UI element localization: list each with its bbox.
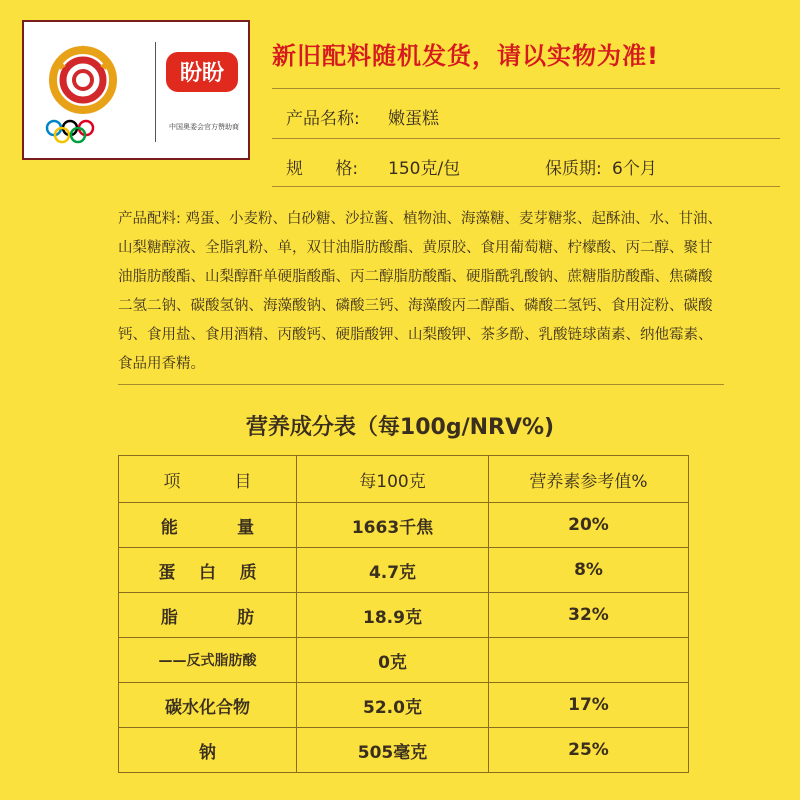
logo-panel <box>22 20 250 160</box>
divider <box>272 138 780 139</box>
sponsor-caption: 中国奥委会官方赞助商 <box>169 123 239 131</box>
ingredients-text: 产品配料: 鸡蛋、小麦粉、白砂糖、沙拉酱、植物油、海藻糖、麦芽糖浆、起酥油、水、甘油、山梨糖醇液、全脂乳粉、单，双甘油脂肪酸酯、黄原胶、食用葡萄糖、柠檬酸、丙二醇、聚甘油脂肪酸酯、山梨醇酐单硬脂酸酯、丙二醇脂肪酸酯、硬脂酰乳酸钠、蔗糖脂肪酸酯、焦磷酸二氢二钠、碳酸氢钠、海藻酸钠、磷酸三钙、海藻酸丙二醇酯、磷酸二氢钙、食用淀粉、碳酸钙、食用盐、食用酒精、丙酸钙、硬脂酸钾、山梨酸钾、茶多酚、乳酸链球菌素、纳他霉素、食品用香精。 <box>118 211 722 372</box>
divider <box>272 88 780 89</box>
column-header: 项 目 <box>119 456 297 503</box>
table-row <box>119 638 689 683</box>
per-100g-value: 505毫克 <box>297 728 489 773</box>
nutrient-name: 能 量 <box>119 503 297 548</box>
product-name-value: 嫩蛋糕 <box>388 109 439 129</box>
product-name-label: 产品名称: <box>286 109 360 129</box>
spec-value: 150克/包 <box>388 159 461 179</box>
nrv-value: 25% <box>489 728 689 773</box>
table-row <box>119 683 689 728</box>
divider <box>272 186 780 187</box>
olympic-committee-emblem-icon <box>38 40 138 150</box>
nrv-value: 8% <box>489 548 689 593</box>
nutrition-table <box>118 455 689 773</box>
per-100g-value: 52.0克 <box>297 683 489 728</box>
shipping-notice: 新旧配料随机发货，请以实物为准! <box>272 42 659 70</box>
nrv-value: 32% <box>489 593 689 638</box>
table-row <box>119 728 689 773</box>
per-100g-value: 18.9克 <box>297 593 489 638</box>
svg-text:盼盼: 盼盼 <box>179 61 225 86</box>
divider <box>118 384 724 385</box>
shelf-life-label: 保质期: <box>545 159 602 179</box>
table-row <box>119 593 689 638</box>
nrv-value <box>489 638 689 683</box>
column-header: 每100克 <box>297 456 489 503</box>
per-100g-value: 0克 <box>297 638 489 683</box>
table-header-row <box>119 456 689 503</box>
nutrient-name: 碳水化合物 <box>119 683 297 728</box>
brand-logo <box>164 44 240 100</box>
nutrient-name: 钠 <box>119 728 297 773</box>
column-header: 营养素参考值% <box>489 456 689 503</box>
per-100g-value: 1663千焦 <box>297 503 489 548</box>
spec-label: 规 格: <box>286 159 359 179</box>
table-row <box>119 503 689 548</box>
nutrient-name: 蛋 白 质 <box>119 548 297 593</box>
shelf-life-value: 6个月 <box>612 159 657 179</box>
nutrition-table-title: 营养成分表（每100g/NRV%) <box>245 415 555 440</box>
nutrient-name: ——反式脂肪酸 <box>119 638 297 683</box>
nutrient-name: 脂 肪 <box>119 593 297 638</box>
table-row <box>119 548 689 593</box>
per-100g-value: 4.7克 <box>297 548 489 593</box>
nrv-value: 17% <box>489 683 689 728</box>
nrv-value: 20% <box>489 503 689 548</box>
